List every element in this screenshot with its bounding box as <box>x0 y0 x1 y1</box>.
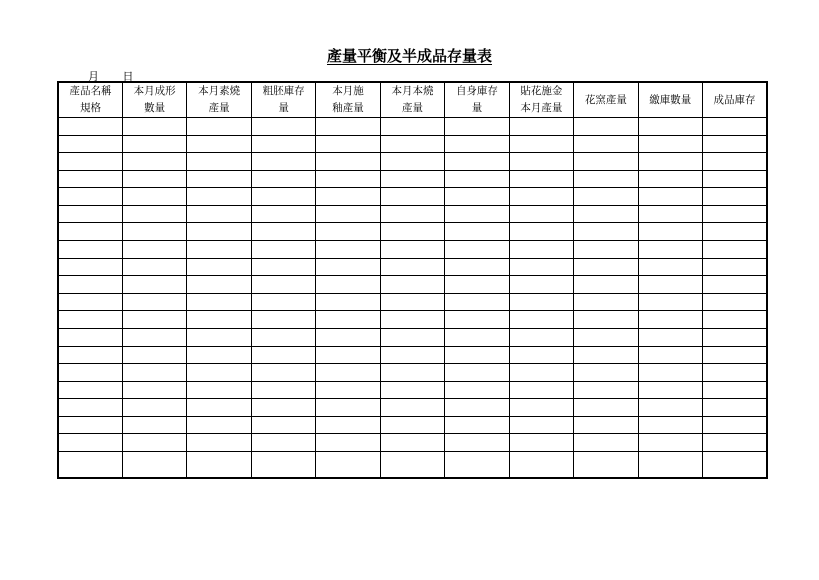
column-header <box>316 82 380 118</box>
table-cell[interactable] <box>703 135 767 153</box>
table-header <box>58 82 767 118</box>
column-header-line: 自身庫存 <box>455 85 498 97</box>
table-cell[interactable] <box>509 293 573 311</box>
table-cell[interactable] <box>58 258 122 276</box>
table-cell[interactable] <box>703 170 767 188</box>
table-cell[interactable] <box>187 170 251 188</box>
table-cell[interactable] <box>380 311 444 329</box>
column-header-line: 產量 <box>401 102 423 114</box>
table-row <box>58 434 767 452</box>
column-header <box>445 82 509 118</box>
table-cell[interactable] <box>122 399 186 417</box>
table-cell[interactable] <box>122 434 186 452</box>
table-cell[interactable] <box>638 311 702 329</box>
table-cell[interactable] <box>187 153 251 171</box>
table-cell[interactable] <box>509 364 573 382</box>
table-row <box>58 416 767 434</box>
table-cell[interactable] <box>509 205 573 223</box>
table-cell[interactable] <box>187 346 251 364</box>
table-cell[interactable] <box>574 118 638 136</box>
table-cell[interactable] <box>638 241 702 259</box>
table-cell[interactable] <box>574 205 638 223</box>
table-cell[interactable] <box>509 223 573 241</box>
table-cell[interactable] <box>58 188 122 206</box>
table-cell[interactable] <box>703 416 767 434</box>
table-cell[interactable] <box>380 293 444 311</box>
column-header-line: 本月成形 <box>133 85 176 97</box>
column-header-line: 本月施 <box>332 85 364 97</box>
table-cell[interactable] <box>380 381 444 399</box>
table-cell[interactable] <box>703 258 767 276</box>
table-cell[interactable] <box>509 328 573 346</box>
column-header-line: 量 <box>278 102 289 114</box>
column-header <box>380 82 444 118</box>
table-cell[interactable] <box>445 311 509 329</box>
table-cell[interactable] <box>445 434 509 452</box>
table-cell[interactable] <box>574 135 638 153</box>
table-cell[interactable] <box>187 293 251 311</box>
table-cell[interactable] <box>574 153 638 171</box>
column-header <box>638 82 702 118</box>
table-cell[interactable] <box>187 364 251 382</box>
table-cell[interactable] <box>445 416 509 434</box>
table-cell[interactable] <box>703 434 767 452</box>
table-cell[interactable] <box>638 153 702 171</box>
table-cell[interactable] <box>251 153 315 171</box>
inventory-table <box>57 81 768 479</box>
table-cell[interactable] <box>251 399 315 417</box>
table-cell[interactable] <box>380 416 444 434</box>
table-cell[interactable] <box>187 205 251 223</box>
column-header <box>58 82 122 118</box>
table-cell[interactable] <box>187 311 251 329</box>
table-cell[interactable] <box>638 381 702 399</box>
table-cell[interactable] <box>187 381 251 399</box>
table-cell[interactable] <box>58 241 122 259</box>
table-row <box>58 135 767 153</box>
table-cell[interactable] <box>445 258 509 276</box>
table-cell[interactable] <box>316 118 380 136</box>
table-cell[interactable] <box>509 434 573 452</box>
table-cell[interactable] <box>58 328 122 346</box>
table-cell[interactable] <box>703 241 767 259</box>
table-cell[interactable] <box>316 258 380 276</box>
table-cell[interactable] <box>58 399 122 417</box>
table-cell[interactable] <box>445 241 509 259</box>
table-cell[interactable] <box>380 153 444 171</box>
table-cell[interactable] <box>380 346 444 364</box>
table-cell[interactable] <box>316 364 380 382</box>
table-cell[interactable] <box>638 293 702 311</box>
table-cell[interactable] <box>703 118 767 136</box>
table-cell[interactable] <box>251 328 315 346</box>
table-cell[interactable] <box>122 258 186 276</box>
table-cell[interactable] <box>316 311 380 329</box>
day-label: 日 <box>122 70 134 83</box>
table-cell[interactable] <box>574 434 638 452</box>
table-cell[interactable] <box>251 135 315 153</box>
table-cell[interactable] <box>316 399 380 417</box>
table-cell[interactable] <box>122 223 186 241</box>
table-cell[interactable] <box>445 170 509 188</box>
table-cell[interactable] <box>251 188 315 206</box>
table-cell[interactable] <box>58 434 122 452</box>
table-cell[interactable] <box>58 118 122 136</box>
table-cell[interactable] <box>574 293 638 311</box>
table-cell[interactable] <box>638 364 702 382</box>
table-cell[interactable] <box>380 451 444 478</box>
column-header <box>187 82 251 118</box>
table-cell[interactable] <box>638 118 702 136</box>
table-row <box>58 293 767 311</box>
column-header-line: 數量 <box>144 102 166 114</box>
column-header <box>251 82 315 118</box>
table-cell[interactable] <box>58 381 122 399</box>
table-cell[interactable] <box>187 135 251 153</box>
table-row <box>58 451 767 478</box>
table-cell[interactable] <box>316 241 380 259</box>
table-cell[interactable] <box>251 451 315 478</box>
table-cell[interactable] <box>187 399 251 417</box>
table-cell[interactable] <box>638 223 702 241</box>
table-row <box>58 188 767 206</box>
table-cell[interactable] <box>251 276 315 294</box>
table-cell[interactable] <box>638 276 702 294</box>
table-cell[interactable] <box>316 451 380 478</box>
table-cell[interactable] <box>574 328 638 346</box>
table-cell[interactable] <box>638 170 702 188</box>
table-cell[interactable] <box>122 205 186 223</box>
table-cell[interactable] <box>187 328 251 346</box>
table-cell[interactable] <box>380 118 444 136</box>
table-cell[interactable] <box>638 258 702 276</box>
table-cell[interactable] <box>122 328 186 346</box>
table-cell[interactable] <box>703 346 767 364</box>
table-cell[interactable] <box>122 311 186 329</box>
table-cell[interactable] <box>58 311 122 329</box>
column-header-line: 花窯產量 <box>584 93 627 106</box>
table-cell[interactable] <box>703 153 767 171</box>
table-cell[interactable] <box>316 135 380 153</box>
table-row <box>58 328 767 346</box>
page-title <box>0 45 819 66</box>
table-cell[interactable] <box>122 153 186 171</box>
table-cell[interactable] <box>380 276 444 294</box>
table-cell[interactable] <box>58 293 122 311</box>
table-cell[interactable] <box>445 293 509 311</box>
table-cell[interactable] <box>574 258 638 276</box>
table-cell[interactable] <box>574 381 638 399</box>
column-header <box>509 82 573 118</box>
table-cell[interactable] <box>509 241 573 259</box>
table-cell[interactable] <box>316 153 380 171</box>
table-cell[interactable] <box>703 399 767 417</box>
table-cell[interactable] <box>316 346 380 364</box>
table-cell[interactable] <box>316 434 380 452</box>
column-header-line: 成品庫存 <box>713 93 756 106</box>
table-cell[interactable] <box>445 135 509 153</box>
table-cell[interactable] <box>58 416 122 434</box>
table-cell[interactable] <box>380 364 444 382</box>
table-cell[interactable] <box>574 188 638 206</box>
table-cell[interactable] <box>509 258 573 276</box>
table-cell[interactable] <box>703 223 767 241</box>
column-header-line: 本月本燒 <box>391 85 434 97</box>
table-row <box>58 381 767 399</box>
table-cell[interactable] <box>316 188 380 206</box>
column-header-line: 產量 <box>208 102 230 114</box>
table-cell[interactable] <box>638 135 702 153</box>
column-header-line: 粗胚庫存 <box>262 85 305 97</box>
table-cell[interactable] <box>58 451 122 478</box>
table-cell[interactable] <box>703 451 767 478</box>
table-cell[interactable] <box>509 153 573 171</box>
table-cell[interactable] <box>58 364 122 382</box>
table-cell[interactable] <box>251 223 315 241</box>
table-cell[interactable] <box>122 381 186 399</box>
column-header-line: 貼花施金 <box>520 85 563 97</box>
table-cell[interactable] <box>122 416 186 434</box>
table-cell[interactable] <box>574 276 638 294</box>
table-cell[interactable] <box>574 223 638 241</box>
column-header-line: 本月產量 <box>520 102 563 114</box>
table-cell[interactable] <box>316 205 380 223</box>
table-cell[interactable] <box>509 381 573 399</box>
table-cell[interactable] <box>509 135 573 153</box>
table-cell[interactable] <box>316 276 380 294</box>
table-cell[interactable] <box>251 311 315 329</box>
table-cell[interactable] <box>58 205 122 223</box>
table-row <box>58 241 767 259</box>
table-cell[interactable] <box>703 364 767 382</box>
month-label: 月 <box>88 70 99 83</box>
table-cell[interactable] <box>316 293 380 311</box>
table-row <box>58 276 767 294</box>
table-cell[interactable] <box>251 258 315 276</box>
table-cell[interactable] <box>638 399 702 417</box>
table-cell[interactable] <box>58 170 122 188</box>
table-cell[interactable] <box>445 451 509 478</box>
column-header <box>574 82 638 118</box>
table-cell[interactable] <box>251 241 315 259</box>
table-cell[interactable] <box>122 346 186 364</box>
table-cell[interactable] <box>58 153 122 171</box>
column-header-line: 產品名稱 <box>69 85 112 97</box>
table-cell[interactable] <box>187 276 251 294</box>
table-cell[interactable] <box>703 188 767 206</box>
table-cell[interactable] <box>638 416 702 434</box>
table-cell[interactable] <box>251 381 315 399</box>
table-cell[interactable] <box>509 311 573 329</box>
table-cell[interactable] <box>380 258 444 276</box>
table-cell[interactable] <box>638 346 702 364</box>
table-cell[interactable] <box>122 276 186 294</box>
table-cell[interactable] <box>316 381 380 399</box>
table-cell[interactable] <box>703 311 767 329</box>
table-row <box>58 346 767 364</box>
table-cell[interactable] <box>251 416 315 434</box>
table-cell[interactable] <box>122 241 186 259</box>
table-cell[interactable] <box>703 205 767 223</box>
table-cell[interactable] <box>251 170 315 188</box>
table-cell[interactable] <box>445 153 509 171</box>
table-row <box>58 118 767 136</box>
table-cell[interactable] <box>380 170 444 188</box>
table-row <box>58 153 767 171</box>
column-header-line: 量 <box>471 102 483 114</box>
table-cell[interactable] <box>58 276 122 294</box>
table-cell[interactable] <box>574 416 638 434</box>
table-cell[interactable] <box>509 170 573 188</box>
table-cell[interactable] <box>574 241 638 259</box>
table-row <box>58 205 767 223</box>
table-cell[interactable] <box>122 118 186 136</box>
table-cell[interactable] <box>445 118 509 136</box>
table-cell[interactable] <box>445 346 509 364</box>
table-cell[interactable] <box>58 346 122 364</box>
table-cell[interactable] <box>251 118 315 136</box>
table-cell[interactable] <box>251 205 315 223</box>
table-cell[interactable] <box>187 118 251 136</box>
table-cell[interactable] <box>703 276 767 294</box>
page-title-text: 產量平衡及半成品存量表 <box>326 47 492 65</box>
table-cell[interactable] <box>251 293 315 311</box>
table-cell[interactable] <box>574 311 638 329</box>
table-cell[interactable] <box>509 416 573 434</box>
table-cell[interactable] <box>703 381 767 399</box>
table-cell[interactable] <box>638 188 702 206</box>
table-cell[interactable] <box>316 223 380 241</box>
table-cell[interactable] <box>122 135 186 153</box>
table-cell[interactable] <box>445 399 509 417</box>
table-cell[interactable] <box>187 451 251 478</box>
table-cell[interactable] <box>187 223 251 241</box>
table-cell[interactable] <box>445 205 509 223</box>
table-cell[interactable] <box>638 328 702 346</box>
table-cell[interactable] <box>703 328 767 346</box>
table-cell[interactable] <box>445 223 509 241</box>
table-cell[interactable] <box>316 328 380 346</box>
table-cell[interactable] <box>638 451 702 478</box>
table-body <box>58 118 767 479</box>
table-cell[interactable] <box>574 170 638 188</box>
table-cell[interactable] <box>187 188 251 206</box>
column-header-line: 釉產量 <box>332 102 364 114</box>
column-header-line: 本月素燒 <box>198 85 241 97</box>
table-cell[interactable] <box>316 416 380 434</box>
table-cell[interactable] <box>703 293 767 311</box>
table-cell[interactable] <box>445 381 509 399</box>
table-cell[interactable] <box>251 346 315 364</box>
column-header <box>122 82 186 118</box>
table-cell[interactable] <box>187 416 251 434</box>
table-row <box>58 170 767 188</box>
table-cell[interactable] <box>122 170 186 188</box>
table-cell[interactable] <box>380 328 444 346</box>
table-cell[interactable] <box>445 276 509 294</box>
table-cell[interactable] <box>251 364 315 382</box>
table-cell[interactable] <box>122 188 186 206</box>
table-cell[interactable] <box>251 434 315 452</box>
table-row <box>58 311 767 329</box>
table-cell[interactable] <box>574 451 638 478</box>
table-row <box>58 399 767 417</box>
table-cell[interactable] <box>187 258 251 276</box>
table-cell[interactable] <box>574 399 638 417</box>
header-row <box>58 82 767 118</box>
column-header-line: 規格 <box>79 102 101 114</box>
table-cell[interactable] <box>380 223 444 241</box>
table-cell[interactable] <box>509 188 573 206</box>
table-row <box>58 223 767 241</box>
table-cell[interactable] <box>187 434 251 452</box>
table-cell[interactable] <box>445 364 509 382</box>
table-cell[interactable] <box>380 135 444 153</box>
table-cell[interactable] <box>380 399 444 417</box>
table-cell[interactable] <box>509 346 573 364</box>
table-cell[interactable] <box>509 276 573 294</box>
table-row <box>58 258 767 276</box>
table-cell[interactable] <box>380 241 444 259</box>
table-cell[interactable] <box>122 451 186 478</box>
table-cell[interactable] <box>638 205 702 223</box>
table-cell[interactable] <box>509 451 573 478</box>
table-cell[interactable] <box>122 293 186 311</box>
table-cell[interactable] <box>509 399 573 417</box>
table-row <box>58 364 767 382</box>
table-cell[interactable] <box>58 223 122 241</box>
table-cell[interactable] <box>638 434 702 452</box>
table-cell[interactable] <box>509 118 573 136</box>
column-header <box>703 82 767 118</box>
table-cell[interactable] <box>187 241 251 259</box>
table-cell[interactable] <box>445 188 509 206</box>
column-header-line: 繳庫數量 <box>649 93 692 106</box>
table-cell[interactable] <box>122 364 186 382</box>
table-cell[interactable] <box>445 328 509 346</box>
table-cell[interactable] <box>574 364 638 382</box>
table-cell[interactable] <box>316 170 380 188</box>
table-cell[interactable] <box>380 188 444 206</box>
table-cell[interactable] <box>58 135 122 153</box>
table-cell[interactable] <box>574 346 638 364</box>
table-cell[interactable] <box>380 205 444 223</box>
table-cell[interactable] <box>380 434 444 452</box>
